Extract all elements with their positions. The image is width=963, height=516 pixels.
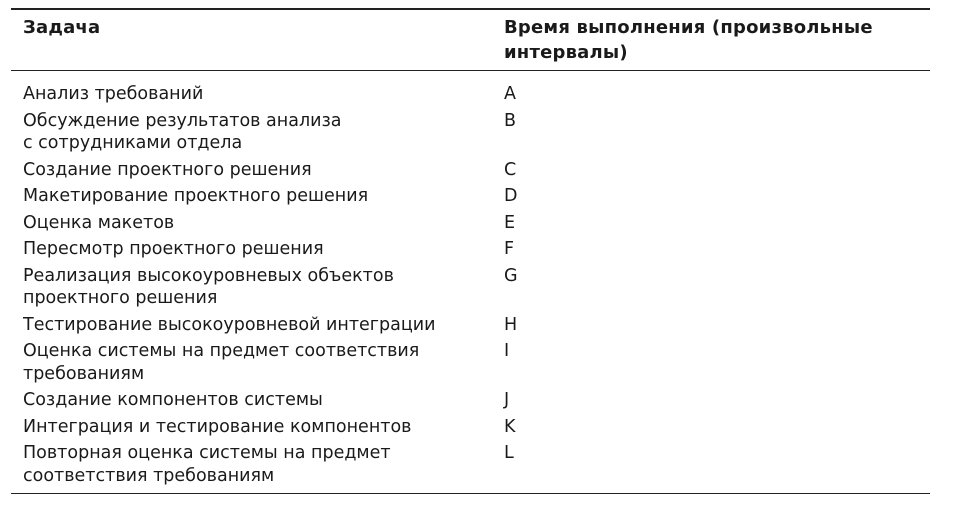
table-row [11,238,930,261]
table-body [11,71,930,493]
time-cell: L [504,443,514,463]
task-time-table [11,8,930,494]
time-cell: D [504,186,518,206]
time-cell: G [504,265,518,286]
table-row [11,416,930,439]
time-cell: E [504,212,516,233]
task-cell: Интеграция и тестирование компонентов [23,416,412,437]
time-cell: I [504,341,510,361]
task-cell: Оценка системы на предмет соответствия требованиям [23,341,420,384]
table-row [11,389,930,412]
task-cell: Реализация высокоуровневых объектов проектного решения [23,265,394,308]
table-header [11,10,930,70]
task-cell: Создание компонентов системы [23,390,323,410]
table-row [11,185,930,208]
time-cell: A [504,84,516,104]
task-cell: Создание проектного решения [23,159,312,180]
task-cell: Пересмотр проектного решения [23,239,324,259]
table-row [11,442,930,487]
table-row [11,340,930,385]
task-cell: Анализ требований [23,84,204,104]
task-cell: Тестирование высокоуровневой интеграции [23,314,436,335]
table-row [11,314,930,337]
time-cell: C [504,159,517,180]
header-time: Время выполнения (произвольные интервалы) [504,17,873,63]
table-bottom-rule [11,493,930,494]
task-cell: Обсуждение результатов анализа с сотрудниками отдела [23,110,342,153]
time-cell: J [504,390,510,410]
table-row [11,159,930,182]
table-row [11,110,930,155]
header-task: Задача [23,17,101,38]
task-cell: Оценка макетов [23,212,175,233]
table-row [11,265,930,310]
table-row [11,83,930,106]
time-cell: H [504,314,518,335]
task-cell: Повторная оценка системы на предмет соответствия требованиям [23,443,391,486]
task-cell: Макетирование проектного решения [23,186,369,206]
time-cell: F [504,239,515,259]
table-row [11,212,930,235]
time-cell: B [504,110,517,131]
time-cell: K [504,416,516,437]
